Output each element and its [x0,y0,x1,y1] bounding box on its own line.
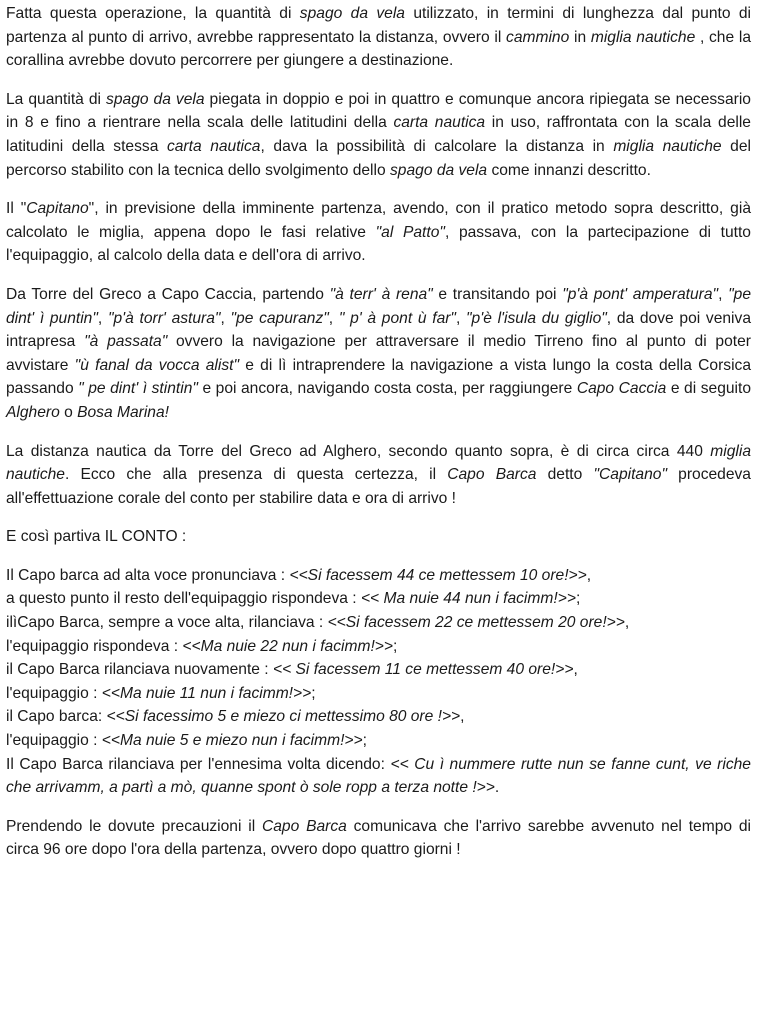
text-run: procedeva all'effettuazione corale del conto per stabilire data e ora di arrivo ! [6,466,751,507]
italic-text: Capo Barca [447,466,537,484]
text-run: , [328,309,339,327]
italic-text: miglia nautiche [590,28,696,46]
italic-text: spago da vela [299,5,405,22]
text-run: detto [536,466,594,484]
text-run: piegata in doppio e poi in quattro e comunque ancora ripiegata se necessario in 8 e fino a rientrare nella scala delle latitudini della [6,90,751,132]
text-run: La distanza nautica da Torre del Greco ad Alghero, secondo quanto sopra, è di circa circa 440 [6,442,711,460]
paragraph-1 [6,2,751,73]
conto-line [6,564,751,588]
conto-line [6,658,751,682]
italic-text: Capo Caccia [576,380,667,398]
text-run: ; [311,684,316,702]
conto-line [6,587,751,611]
paragraph-closing [6,815,751,862]
text-run: e di seguito [666,380,752,398]
text-run: , che la corallina avrebbe dovuto percorrere per giungere a destinazione. [6,28,751,70]
conto-line [6,611,751,635]
text-run: , passava, con la partecipazione di tutto l'equipaggio, al calcolo della data e dell'ora di arrivo. [6,223,751,265]
italic-text: <<Si facessem 44 ce mettessem 10 ore!>> [289,566,587,584]
text-run: , [586,566,592,584]
text-run: come innanzi descritto. [487,161,651,179]
paragraph-2 [6,88,751,182]
text-run: e poi ancora, navigando costa costa, per raggiungere [197,380,577,398]
italic-text: " p' à pont ù far" [338,309,456,327]
italic-text: "ù fanal da vocca alist" [74,356,240,374]
text-run: l'equipaggio : [6,732,102,750]
text-run: comunicava che l'arrivo sarebbe avvenuto nel tempo di circa 96 ore dopo l'ora della partenza, ovvero dopo quattro giorni ! [6,817,751,859]
italic-text: "pe capuranz" [230,309,329,327]
italic-text: spago da vela [390,161,488,179]
text-run: , [573,661,578,679]
document-page [6,2,751,862]
italic-text: "p'è l'isula du giglio" [466,309,607,327]
italic-text: "pe dint' ì puntin" [6,285,751,327]
italic-text: <<Si facessem 22 ce mettessem 20 ore!>> [327,614,625,632]
italic-text: Alghero [6,403,60,421]
text-run: a questo punto il resto dell'equipaggio rispondeva : [6,590,361,608]
text-run: ", in previsione della imminente partenza, avendo, con il pratico metodo sopra descritto, già calcolato le miglia, appena dopo le fasi relative [6,200,751,241]
text-run: . Ecco che alla presenza di questa certezza, il [64,466,448,484]
italic-text: Bosa Marina! [77,403,169,421]
text-run: ; [575,590,581,608]
italic-text: "p'à pont' amperatura" [562,285,719,303]
italic-text: carta nautica [393,114,486,132]
text-run: , [718,285,729,303]
paragraph-3 [6,197,751,268]
text-run: E così partiva IL CONTO : [6,528,187,546]
text-run: del percorso stabilito con la tecnica dello svolgimento dello [6,137,751,179]
paragraph-4 [6,283,751,425]
text-run: ; [362,732,367,750]
text-run: , [220,309,231,327]
paragraph-5 [6,440,751,511]
italic-text: Capo Barca [261,817,347,835]
text-run: Il Capo Barca rilanciava per l'ennesima volta dicendo: [6,755,391,773]
italic-text: <<Ma nuie 11 nun i facimm!>> [101,684,312,702]
text-run: ; [393,637,398,655]
paragraph-conto-heading [6,525,751,549]
text-run: , [455,309,467,327]
text-run: in [569,28,591,46]
italic-text: "p'à torr' astura" [107,309,221,327]
conto-line [6,635,751,659]
text-run: , dava la possibilità di calcolare la distanza in [260,137,614,155]
italic-text: <<Ma nuie 5 e miezo nun i facimm!>> [101,732,363,750]
italic-text: " pe dint' ì stintin" [78,380,198,398]
italic-text: spago da vela [106,90,205,108]
italic-text: "al Patto" [375,223,445,241]
text-run: Fatta questa operazione, la quantità di [6,5,300,22]
text-run: ovvero la navigazione per attraversare il medio Tirreno fino al punto di poter avvistare [6,333,751,374]
text-run: . [494,779,500,797]
conto-line [6,705,751,729]
text-run: , da dove poi veniva intrapresa [6,309,751,351]
conto-line [6,753,751,800]
italic-text: <<Si facessimo 5 e miezo ci mettessimo 80 ore !>> [106,708,461,726]
text-run: in uso, raffrontata con la scala delle latitudini della stessa [6,114,751,155]
text-run: Prendendo le dovute precauzioni il [6,817,262,835]
text-run: , [624,614,630,632]
text-run: e di lì intraprendere la navigazione a vista lungo la costa della Corsica passando [6,356,752,398]
text-run: o [59,403,78,421]
italic-text: Capitano [26,200,89,218]
text-run: ilìCapo Barca, sempre a voce alta, rilanciava : [6,614,328,632]
text-run: l'equipaggio rispondeva : [6,637,183,655]
text-run: il Capo Barca rilanciava nuovamente : [6,661,273,679]
italic-text: << Cu ì nummere rutte nun se fanne cunt, ve riche che arrivamm, a partì a mò, quanne spont ò sole ropp a terza notte !>> [6,755,751,797]
italic-text: <<Ma nuie 22 nun i facimm!>> [182,637,394,655]
text-run: il Capo barca: [6,708,107,726]
italic-text: << Si facessem 11 ce mettessem 40 ore!>> [272,661,574,679]
italic-text: miglia nautiche [6,442,751,484]
text-run: e transitando poi [432,285,563,303]
italic-text: << Ma nuie 44 nun i facimm!>> [360,590,576,608]
italic-text: "Capitano" [593,466,667,484]
italic-text: "à passata" [84,333,168,351]
conto-dialogue [6,564,751,800]
conto-line [6,682,751,706]
text-run: Da Torre del Greco a Capo Caccia, partendo [6,285,330,303]
italic-text: cammino [506,28,570,46]
text-run: Il " [6,200,27,218]
text-run: , [460,708,465,726]
conto-line [6,729,751,753]
italic-text: "à terr' à rena" [329,285,433,303]
text-run: Il Capo barca ad alta voce pronunciava : [6,566,290,584]
italic-text: carta nautica [166,137,261,155]
text-run: l'equipaggio : [6,684,102,702]
italic-text: miglia nautiche [613,137,722,155]
text-run: La quantità di [6,90,107,108]
text-run: utilizzato, in termini di lunghezza dal punto di partenza al punto di arrivo, avrebbe rappresentato la distanza, ovvero il [6,5,751,46]
text-run: , [97,309,108,327]
